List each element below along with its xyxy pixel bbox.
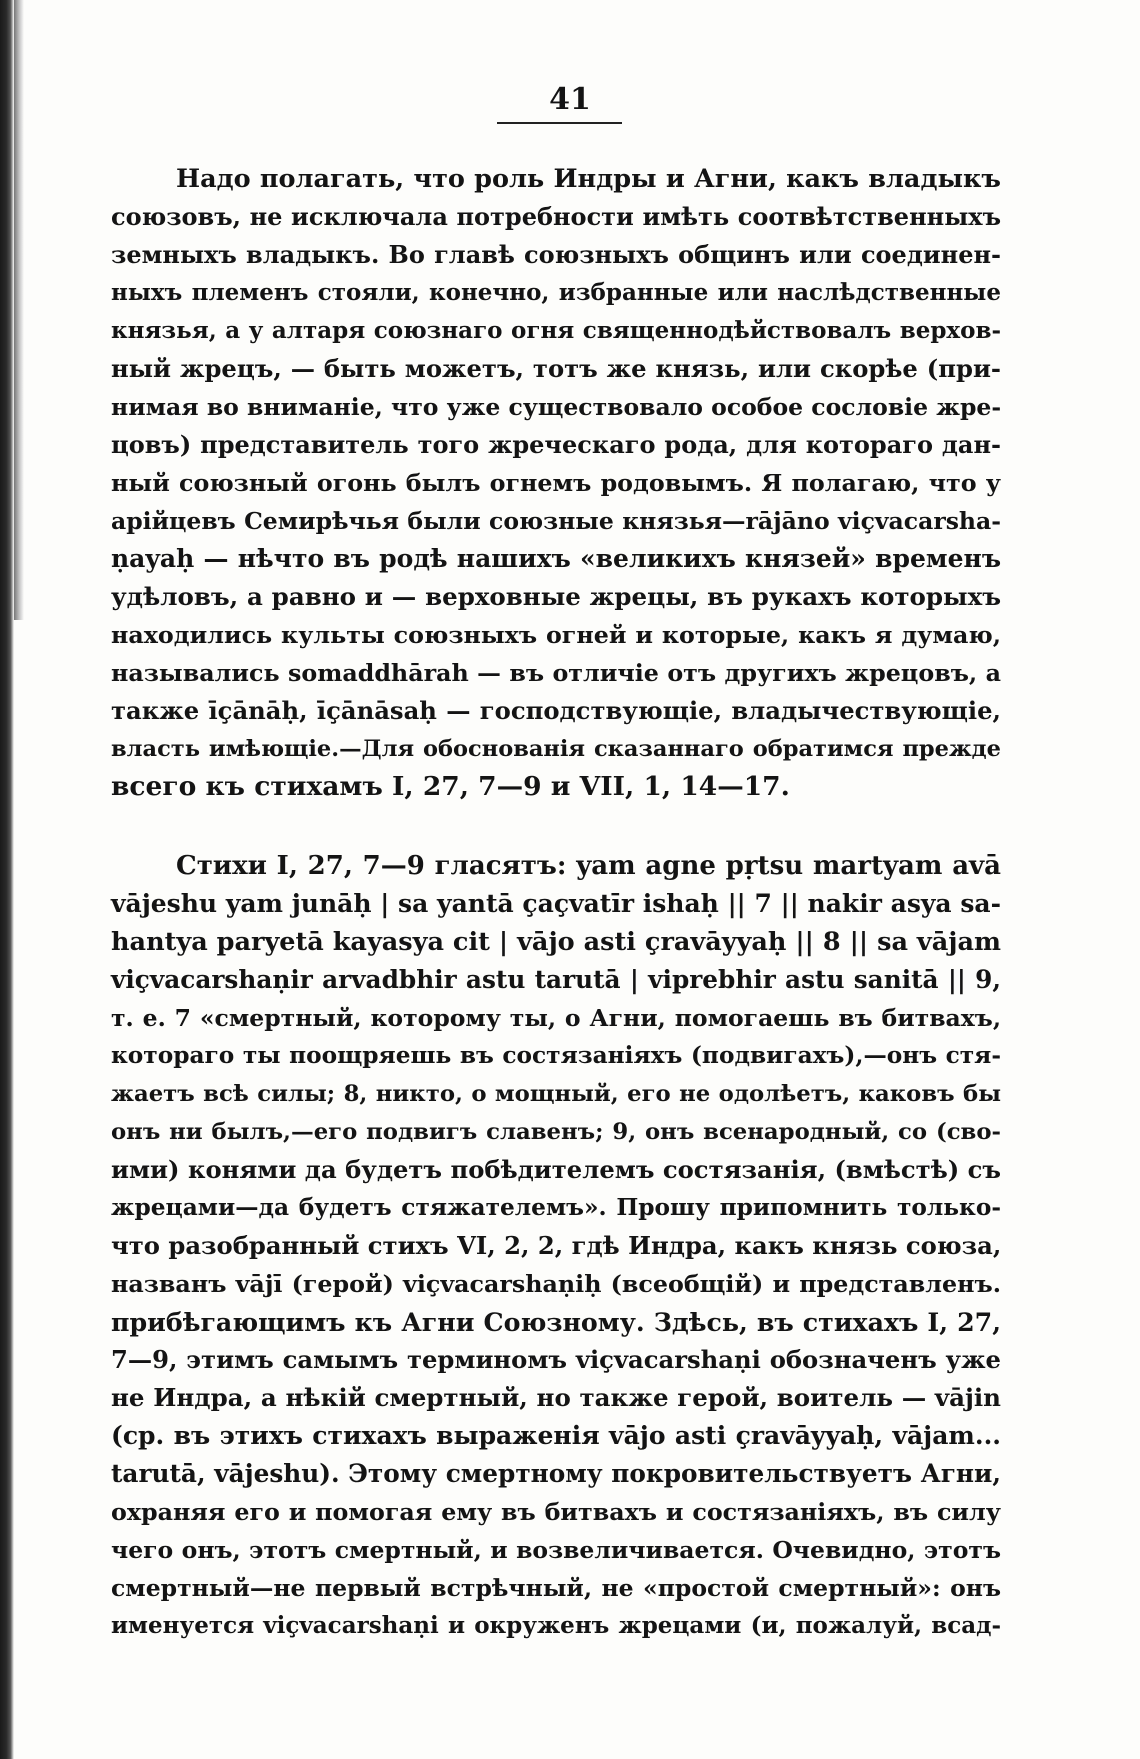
text-line: цовъ) представитель того жреческаго рода, для котораго дан- bbox=[111, 430, 1001, 459]
text-line: именуется viçvacarshaṇi и окруженъ жрецами (и, пожалуй, всад- bbox=[111, 1612, 1001, 1639]
text-line: что разобранный стихъ VI, 2, 2, гдѣ Индра, какъ князь союза, bbox=[111, 1231, 1002, 1260]
text-line: viçvacarshaṇir arvadbhir astu tarutā | viprebhir astu sanitā || 9, bbox=[111, 965, 1001, 994]
scan-margin-shadow bbox=[0, 0, 14, 1759]
page-number: 41 bbox=[549, 82, 591, 117]
text-line: земныхъ владыкъ. Во главѣ союзныхъ общинъ или соединен- bbox=[111, 240, 1001, 269]
text-line: онъ ни былъ,—его подвигъ славенъ; 9, онъ всенародный, со (сво- bbox=[111, 1119, 1001, 1145]
text-line: vājeshu yam junāḥ | sa yantā çaçvatīr ishaḥ || 7 || nakir asya sa- bbox=[111, 889, 1001, 918]
text-line: т. е. 7 «смертный, которому ты, о Агни, помогаешь въ битвахъ, bbox=[111, 1004, 1001, 1032]
text-line: смертный—не первый встрѣчный, не «простой смертный»: онъ bbox=[111, 1574, 1001, 1602]
text-line: ныхъ племенъ стояли, конечно, избранные или наслѣдственные bbox=[111, 279, 1001, 306]
text-line: котораго ты поощряешь въ состязаніяхъ (подвигахъ),—онъ стя- bbox=[111, 1042, 1001, 1069]
text-line: власть имѣющіе.—Для обоснованія сказаннаго обратимся прежде bbox=[111, 736, 1001, 762]
text-line: жаетъ всѣ силы; 8, никто, о мощный, его не одолѣетъ, каковъ бы bbox=[111, 1081, 1001, 1107]
text-line: находились культы союзныхъ огней и которые, какъ я думаю, bbox=[111, 621, 1001, 649]
page-number-underline bbox=[497, 122, 622, 124]
text-line: охраняя его и помогая ему въ битвахъ и состязаніяхъ, въ силу bbox=[111, 1498, 1001, 1526]
text-line: не Индра, а нѣкій смертный, но также герой, воитель — vājin bbox=[111, 1383, 1001, 1412]
text-line: Надо полагать, что роль Индры и Агни, какъ владыкъ bbox=[176, 164, 1001, 194]
paragraph-2 bbox=[111, 847, 1001, 1645]
text-line: арійцевъ Семирѣчья были союзные князья—rājāno viçvacarsha- bbox=[111, 507, 1001, 535]
text-line: названъ vājī (герой) viçvacarshaṇiḥ (всеобщій) и представленъ. bbox=[111, 1270, 1001, 1298]
body-text bbox=[111, 160, 1001, 1645]
scan-margin-shadow-inner bbox=[14, 0, 24, 620]
text-line: ный жрецъ, — быть можетъ, тотъ же князь, или скорѣе (при- bbox=[111, 354, 1001, 383]
text-line: князья, а у алтаря союзнаго огня священнодѣйствовалъ верхов- bbox=[111, 317, 1001, 344]
text-line: ный союзный огонь былъ огнемъ родовымъ. Я полагаю, что у bbox=[111, 469, 1001, 497]
text-line: нимая во вниманіе, что уже существовало особое сословіе жре- bbox=[111, 393, 1002, 421]
text-line: ṇayaḥ — нѣчто въ родѣ нашихъ «великихъ князей» временъ bbox=[111, 544, 1001, 573]
text-line: прибѣгающимъ къ Агни Союзному. Здѣсь, въ стихахъ I, 27, bbox=[111, 1307, 1001, 1337]
text-line: также īçānāḥ, īçānāsaḥ — господствующіе, владычествующіе, bbox=[111, 696, 1001, 725]
text-line: союзовъ, не исключала потребности имѣть соотвѣтственныхъ bbox=[111, 202, 1001, 231]
text-line: 7—9, этимъ самымъ терминомъ viçvacarshaṇi обозначенъ уже bbox=[111, 1345, 1001, 1374]
text-line: назывались somaddhārah — въ отличіе отъ другихъ жрецовъ, а bbox=[111, 659, 1001, 687]
text-line: чего онъ, этотъ смертный, и возвеличивается. Очевидно, этотъ bbox=[111, 1536, 1001, 1564]
paragraph-1 bbox=[111, 160, 1001, 806]
text-line: жрецами—да будетъ стяжателемъ». Прошу припомнить только- bbox=[111, 1194, 1001, 1221]
text-line: tarutā, vājeshu). Этому смертному покровительствуетъ Агни, bbox=[111, 1459, 1001, 1488]
text-line: ими) конями да будетъ побѣдителемъ состязанія, (вмѣстѣ) съ bbox=[111, 1155, 1002, 1184]
text-line: Стихи I, 27, 7—9 гласятъ: yam agne pṛtsu martyam avā bbox=[176, 851, 1001, 881]
text-line: (ср. въ этихъ стихахъ выраженія vājo asti çravāyyaḥ, vājam... bbox=[111, 1421, 1001, 1450]
text-line: всего къ стихамъ I, 27, 7—9 и VII, 1, 14—17. bbox=[111, 771, 790, 802]
text-line: удѣловъ, а равно и — верховные жрецы, въ рукахъ которыхъ bbox=[111, 582, 1001, 611]
text-line: hantya paryetā kayasya cit | vājo asti çravāyyaḥ || 8 || sa vājam bbox=[111, 927, 1001, 957]
